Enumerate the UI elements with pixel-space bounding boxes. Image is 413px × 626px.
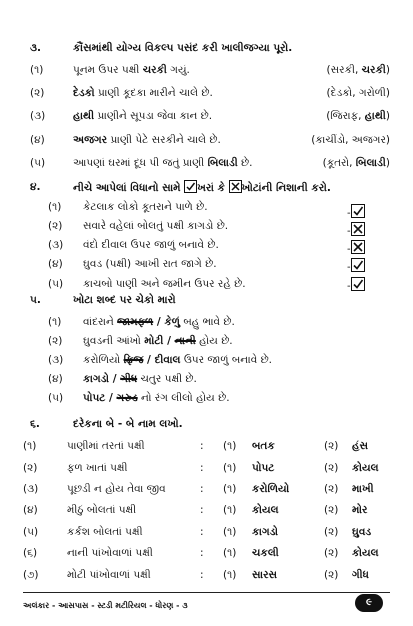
colon: : <box>200 504 204 516</box>
item-number: (૨) <box>30 87 45 99</box>
item-number: (૨) <box>48 335 63 347</box>
answer-1: કરોળિયો <box>252 483 290 495</box>
q3-number: ૩. <box>30 42 41 54</box>
answer-2: કોયલ <box>352 547 379 559</box>
category-label: કર્કશ બોલતાં પક્ષી <box>67 526 143 538</box>
colon: : <box>200 483 204 495</box>
false-mark: - <box>347 222 365 239</box>
sentence-pre: આપણાં ઘરમાં દૂધ પી જતું પ્રાણી <box>73 157 208 169</box>
answer-1-number: (૧) <box>223 440 237 452</box>
q3-title: કૌંસમાંથી યોગ્ય વિકલ્પ પસંદ કરી ખાલીજગ્યા પૂરો. <box>73 42 293 54</box>
check-box-icon <box>184 180 197 193</box>
q6-number: ૬. <box>30 418 40 430</box>
item-number: (૩) <box>23 483 39 495</box>
sentence <box>73 63 190 77</box>
statement: કેટલાક લોકો કૂતરાને પાળે છે. <box>83 201 208 213</box>
option-text: સરકી, <box>330 64 362 76</box>
colon: : <box>200 440 204 452</box>
answer-2-number: (૨) <box>324 483 339 495</box>
sentence <box>83 315 235 329</box>
item-number: (૨) <box>48 220 63 232</box>
correct-word: પોપટ <box>83 392 106 404</box>
q5-number: ૫. <box>30 294 41 306</box>
sentence-post: ગયું. <box>166 64 190 76</box>
sentence-post: નો રંગ લીલો હોય છે. <box>137 392 230 404</box>
item-number: (૧) <box>48 316 62 328</box>
item-number: (૪) <box>48 373 63 385</box>
item-number: (૬) <box>23 547 38 559</box>
separator: / <box>153 316 165 328</box>
item-number: (૫) <box>23 526 39 538</box>
separator: / <box>143 354 155 366</box>
sentence-post: પ્રાણી કૂદકા મારીને ચાલે છે. <box>94 87 213 99</box>
answer-1: કાગડો <box>252 526 279 538</box>
q4-title-mid: ખરાં કે <box>197 182 229 194</box>
option-text: જિરાફ, <box>330 110 365 122</box>
statement: ઘુવડ (પક્ષી) આખી રાત જાગે છે. <box>83 258 217 270</box>
item-number: (૫) <box>30 157 46 169</box>
answer-word: બિલાડી <box>207 157 238 169</box>
correct-word: મોટી <box>144 335 164 347</box>
correct-word: કાગડો <box>83 373 110 385</box>
answer-1-number: (૧) <box>223 504 237 516</box>
answer-1-number: (૧) <box>223 483 237 495</box>
q4-title-pre: નીચે આપેલાં વિધાનો સામે <box>73 182 185 194</box>
sentence <box>83 372 197 386</box>
answer-1-number: (૧) <box>223 462 237 474</box>
struck-word: ગીધ <box>120 373 138 385</box>
sentence-pre: ઘુવડની આંખો <box>83 335 145 347</box>
colon: : <box>200 526 204 538</box>
struck-word: નાની <box>174 335 196 347</box>
colon: : <box>200 547 204 559</box>
correct-word: કેળું <box>164 316 180 328</box>
answer-word: અજગર <box>73 134 108 146</box>
answer-2-number: (૨) <box>324 462 339 474</box>
colon: : <box>200 462 204 474</box>
sentence <box>73 109 212 123</box>
answer-1-number: (૧) <box>223 526 237 538</box>
item-number: (૧) <box>23 440 37 452</box>
page-number: ૯ <box>355 594 383 612</box>
sentence <box>83 353 272 367</box>
footer-divider <box>23 592 390 593</box>
q4-title <box>73 180 331 195</box>
cross-box-icon <box>229 180 242 193</box>
item-number: (૩) <box>48 354 64 366</box>
false-mark: - <box>347 240 365 257</box>
item-number: (૫) <box>48 278 64 290</box>
sentence-pre: કરોળિયો <box>83 354 124 366</box>
item-number: (૪) <box>23 504 38 516</box>
item-number: (૧) <box>30 64 44 76</box>
option-answer: બિલાડી <box>355 157 386 169</box>
q4-title-post: ખોટાંની નિશાની કરો. <box>241 182 331 194</box>
category-label: પાણીમાં તરતાં પક્ષી <box>67 440 145 452</box>
answer-2-number: (૨) <box>324 526 339 538</box>
statement: કાચબો પાણી અને જમીન ઉપર રહે છે. <box>83 278 246 290</box>
separator: / <box>163 335 175 347</box>
cross-box-icon <box>351 222 365 236</box>
sentence <box>73 133 221 147</box>
sentence-pre: વાંદરાને <box>83 316 118 328</box>
answer-2: ગીધ <box>352 569 369 581</box>
correct-word: દીવાલ <box>154 354 181 366</box>
q4-number: ૪. <box>30 181 41 193</box>
answer-word: હાથી <box>73 110 95 122</box>
answer-2: મોર <box>352 504 368 516</box>
category-label: નાની પાંખોવાળાં પક્ષી <box>67 547 153 559</box>
struck-word: ફ્રિજ <box>123 354 144 366</box>
answer-1-number: (૧) <box>223 569 237 581</box>
statement: સવારે વહેલાં બોલતું પક્ષી કાગડો છે. <box>83 220 229 232</box>
item-number: (૫) <box>48 392 64 404</box>
true-mark: - <box>347 258 365 275</box>
answer-1: બતક <box>252 440 275 452</box>
struck-word: જામફળ <box>117 316 154 328</box>
item-number: (૪) <box>30 134 45 146</box>
sentence-pre: પૂનમ ઉપર પક્ષી <box>73 64 143 76</box>
answer-1: કોયલ <box>252 504 279 516</box>
answer-2-number: (૨) <box>324 440 339 452</box>
answer-2-number: (૨) <box>324 504 339 516</box>
answer-word: દેડકો <box>73 87 95 99</box>
sentence <box>83 334 233 348</box>
true-mark: - <box>347 277 365 294</box>
answer-1: સારસ <box>252 569 278 581</box>
sentence-post: ઉપર જાળું બનાવે છે. <box>180 354 273 366</box>
option-text: કૂતરો, <box>326 157 356 169</box>
answer-1: પોપટ <box>252 462 275 474</box>
option-answer: હાથી <box>364 110 386 122</box>
item-number: (૧) <box>48 201 62 213</box>
colon: : <box>200 569 204 581</box>
sentence <box>73 86 213 100</box>
struck-word: ગરુડ <box>116 392 138 404</box>
answer-2: હંસ <box>352 440 368 452</box>
item-number: (૭) <box>23 569 39 581</box>
item-number: (૨) <box>23 462 38 474</box>
answer-2-number: (૨) <box>324 547 339 559</box>
answer-1: ચકલી <box>252 547 279 559</box>
options: (જિરાફ, હાથી) <box>326 110 390 122</box>
sentence-post: હોય છે. <box>195 335 233 347</box>
option-answer: ચરકી <box>361 64 386 76</box>
check-box-icon <box>351 277 365 291</box>
options: (દેડકો, ગરોળી) <box>326 87 390 99</box>
sentence-post: બહુ ભાવે છે. <box>180 316 235 328</box>
answer-word: ચરકી <box>142 64 167 76</box>
statement: વંદો દીવાલ ઉપર જાળું બનાવે છે. <box>83 239 219 251</box>
answer-2-number: (૨) <box>324 569 339 581</box>
sentence-post: છે. <box>237 157 253 169</box>
option-text: દેડકો, ગરોળી <box>330 87 386 99</box>
category-label: મીઠું બોલતાં પક્ષી <box>67 504 137 516</box>
category-label: ફળ ખાતાં પક્ષી <box>67 462 128 474</box>
check-box-icon <box>351 258 365 272</box>
sentence-post: ચતુર પક્ષી છે. <box>137 373 197 385</box>
footer-text: અલંકાર - આસપાસ - સ્ટડી મટીરિયલ - ધોરણ - ૩ <box>23 601 188 610</box>
item-number: (૩) <box>30 110 46 122</box>
sentence-post: પ્રાણીને સૂપડા જેવા કાન છે. <box>94 110 213 122</box>
options: (કૂતરો, બિલાડી) <box>322 157 390 169</box>
separator: / <box>105 392 117 404</box>
sentence <box>83 391 230 405</box>
category-label: પૂછડી ન હોય તેવા જીવ <box>67 483 166 495</box>
sentence-post: પ્રાણી પેટે સરકીને ચાલે છે. <box>107 134 221 146</box>
item-number: (૩) <box>48 239 64 251</box>
category-label: મોટી પાંખોવાળાં પક્ષી <box>67 569 151 581</box>
q5-title: ખોટા શબ્દ પર ચેકો મારો <box>73 294 176 306</box>
q6-title: દરેકના બે - બે નામ લખો. <box>73 418 183 430</box>
options: (સરકી, ચરકી) <box>326 64 390 76</box>
true-mark: - <box>347 204 365 221</box>
item-number: (૪) <box>48 258 63 270</box>
separator: / <box>109 373 121 385</box>
sentence <box>73 156 253 170</box>
cross-box-icon <box>351 240 365 254</box>
answer-2: કોયલ <box>352 462 379 474</box>
option-text: કાચીંડો, અજગર <box>315 134 386 146</box>
answer-2: ઘુવડ <box>352 526 372 538</box>
check-box-icon <box>351 204 365 218</box>
answer-1-number: (૧) <box>223 547 237 559</box>
options: (કાચીંડો, અજગર) <box>311 134 390 146</box>
answer-2: માખી <box>352 483 374 495</box>
